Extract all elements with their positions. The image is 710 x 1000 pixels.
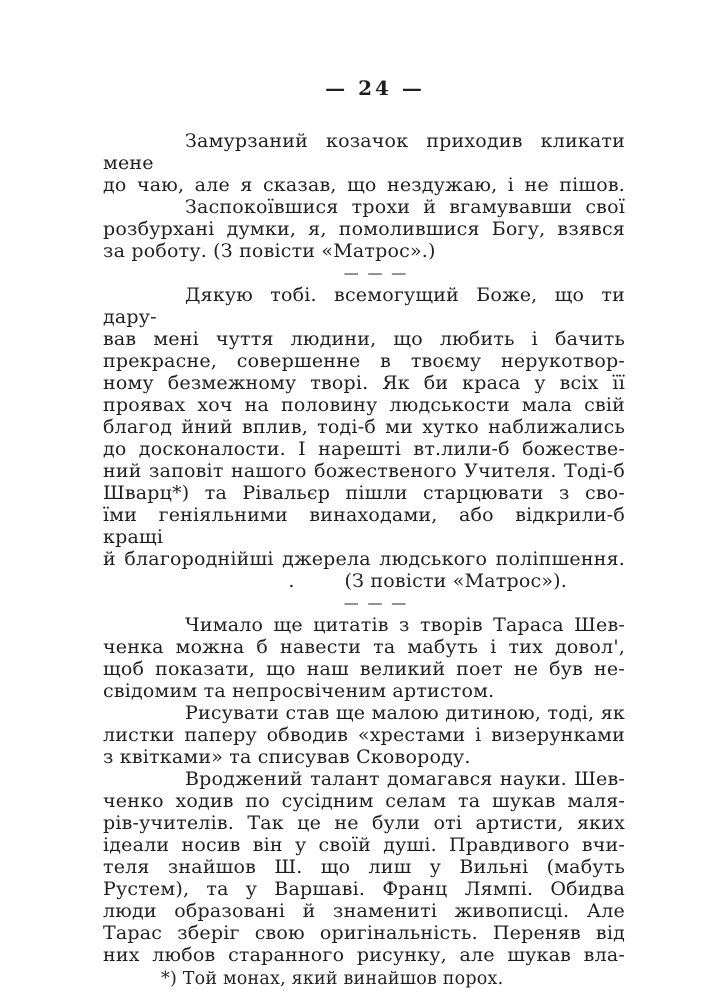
text-line: Замурзаний козачок приходив кликати мене bbox=[103, 130, 625, 174]
text-line: теля знайшов Ш. що лиш у Вильні (мабуть bbox=[103, 856, 625, 878]
footnote-text: *) Той монах, який винайшов порох. bbox=[161, 969, 504, 989]
text-line: Чимало ще цитатів з творів Тараса Шев- bbox=[185, 614, 625, 636]
text-line: Шварц*) та Рівальєр пішли старцювати з сво- bbox=[103, 482, 625, 504]
text-line: ченко ходив по сусідним селам та шукав маля- bbox=[103, 790, 625, 812]
text-line: ідеали носив він у своїй душі. Правдивого вчи- bbox=[103, 834, 625, 856]
text-line: їми геніяльними винаходами, або відкрили-б кращі bbox=[103, 504, 625, 548]
section-divider: — — — bbox=[343, 594, 409, 612]
text-line: них любов старанного рисунку, але шукав вла- bbox=[103, 944, 625, 966]
text-line: до чаю, але я сказав, що нездужаю, і не пішов. bbox=[103, 174, 625, 196]
text-line: прекрасне, совершенне в твоєму нерукотвор- bbox=[103, 350, 625, 372]
text-line: свідомим та непросвіченим артистом. bbox=[103, 680, 495, 702]
text-line: за роботу. (З повісти «Матрос».) bbox=[103, 240, 436, 262]
text-line: розбурхані думки, я, помолившися Богу, взявся bbox=[103, 218, 625, 240]
text-line: з квітками» та списував Сковороду. bbox=[103, 746, 471, 768]
text-line: . (З повісти «Матрос»). bbox=[288, 570, 567, 592]
text-line: люди образовані й знамениті живописці. Але bbox=[103, 900, 625, 922]
text-line: до досконалости. І нарешті вт.лили-б божестве- bbox=[103, 438, 625, 460]
section-divider: — — — bbox=[343, 264, 409, 282]
text-line: щоб показати, що наш великий поет не був не- bbox=[103, 658, 625, 680]
text-line: ний заповіт нашого божественого Учителя. Тоді-б bbox=[103, 460, 625, 482]
text-line: й благороднійші джерела людського поліпшення. bbox=[103, 548, 625, 570]
text-line: Рисувати став ще малою дитиною, тоді, як bbox=[185, 702, 625, 724]
text-line: Тарас зберіг свою оригінальність. Переняв від bbox=[103, 922, 625, 944]
text-line: Дякую тобі. всемогущий Боже, що ти дару- bbox=[103, 284, 625, 328]
text-line: ному безмежному творі. Як би краса у всіх її bbox=[103, 372, 625, 394]
text-line: вав мені чуття людини, що любить і бачить bbox=[103, 328, 625, 350]
text-block bbox=[103, 130, 625, 990]
text-line: проявах хоч на половину людськости мала свій bbox=[103, 394, 625, 416]
page-number-header: — 24 — bbox=[325, 76, 425, 100]
text-line: Вроджений талант домагався науки. Шев- bbox=[185, 768, 625, 790]
text-line: листки паперу обводив «хрестами і визерунками bbox=[103, 724, 625, 746]
text-line: Заспокоївшися трохи й вгамувавши свої bbox=[185, 196, 625, 218]
text-line: рів-учителів. Так це не були оті артисти, яких bbox=[103, 812, 625, 834]
text-line: Рустем), та у Варшаві. Франц Лямпі. Обидва bbox=[103, 878, 625, 900]
text-line: благод йний вплив, тоді-б ми хутко наближались bbox=[103, 416, 625, 438]
text-line: ченка можна б навести та мабуть і тих довол', bbox=[103, 636, 625, 658]
